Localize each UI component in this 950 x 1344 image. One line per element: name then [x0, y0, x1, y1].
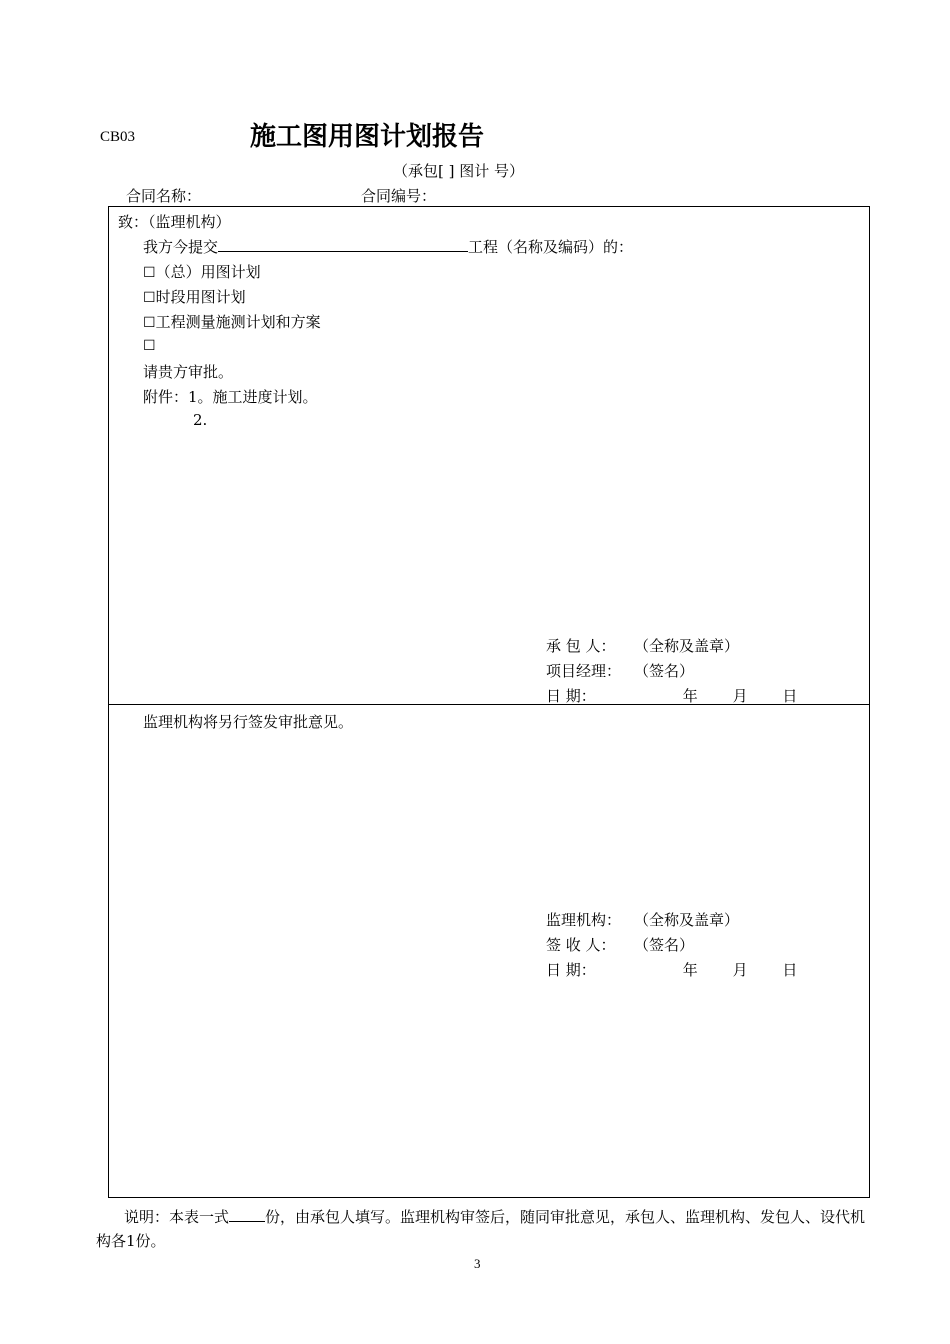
project-name-blank[interactable] [218, 237, 468, 252]
checkbox-icon[interactable]: ☐ [143, 338, 156, 354]
notes-suffix: 份，由承包人填写。监理机构审签后，随同审批意见，承包人、监理机构、发包人、设代机构各1份。 [96, 1208, 866, 1250]
receiver-label: 签 收 人： [546, 936, 616, 954]
checkbox-icon[interactable]: ☐ [143, 315, 156, 331]
day-label: 日 [782, 687, 798, 705]
submit-line [143, 236, 633, 257]
receiver-value: （签名） [634, 936, 695, 954]
receiver-signature [546, 934, 694, 955]
contract-number-label: 合同编号： [361, 187, 437, 205]
attachment-1: 附件：1。施工进度计划。 [143, 388, 318, 406]
form-subtitle: （承包[ ] 图计 号） [393, 162, 525, 180]
page-number: 3 [474, 1256, 481, 1271]
contractor-date [546, 685, 797, 706]
contractor-label: 承 包 人： [546, 637, 616, 655]
request-line: 请贵方审批。 [143, 363, 234, 381]
supervisor-date [546, 959, 797, 980]
checkbox-icon[interactable]: ☐ [143, 290, 156, 306]
submit-prefix: 我方今提交 [143, 238, 219, 256]
option-survey-plan[interactable] [143, 311, 321, 332]
manager-value: （签名） [634, 662, 695, 680]
date-label: 日 期： [546, 687, 596, 705]
supervisor-note: 监理机构将另行签发审批意见。 [143, 713, 354, 731]
option-total-plan[interactable] [143, 261, 261, 282]
option-label: 工程测量施测计划和方案 [155, 313, 321, 331]
submit-suffix: 工程（名称及编码）的： [468, 238, 634, 256]
supervisor-value: （全称及盖章） [634, 911, 740, 929]
form-code: CB03 [100, 129, 136, 145]
day-label: 日 [782, 961, 798, 979]
contract-name-label: 合同名称： [126, 187, 202, 205]
month-label: 月 [732, 687, 748, 705]
option-label: （总）用图计划 [155, 263, 261, 281]
option-period-plan[interactable] [143, 286, 246, 307]
supervisor-signature [546, 909, 739, 930]
date-label: 日 期： [546, 961, 596, 979]
checkbox-icon[interactable]: ☐ [143, 265, 156, 281]
option-label: 时段用图计划 [155, 288, 246, 306]
page-title: 施工图用图计划报告 [250, 122, 485, 152]
supervisor-label: 监理机构： [546, 911, 622, 929]
contractor-signature [546, 635, 739, 656]
year-label: 年 [682, 687, 698, 705]
option-other[interactable] [143, 336, 156, 354]
manager-label: 项目经理： [546, 662, 622, 680]
copies-blank[interactable] [229, 1207, 265, 1222]
form-notes [96, 1205, 866, 1253]
notes-prefix: 说明：本表一式 [124, 1208, 230, 1226]
month-label: 月 [732, 961, 748, 979]
year-label: 年 [682, 961, 698, 979]
attachment-2: 2. [193, 411, 208, 429]
contractor-value: （全称及盖章） [634, 637, 740, 655]
manager-signature [546, 660, 694, 681]
addressee-line: 致：（监理机构） [118, 213, 231, 231]
